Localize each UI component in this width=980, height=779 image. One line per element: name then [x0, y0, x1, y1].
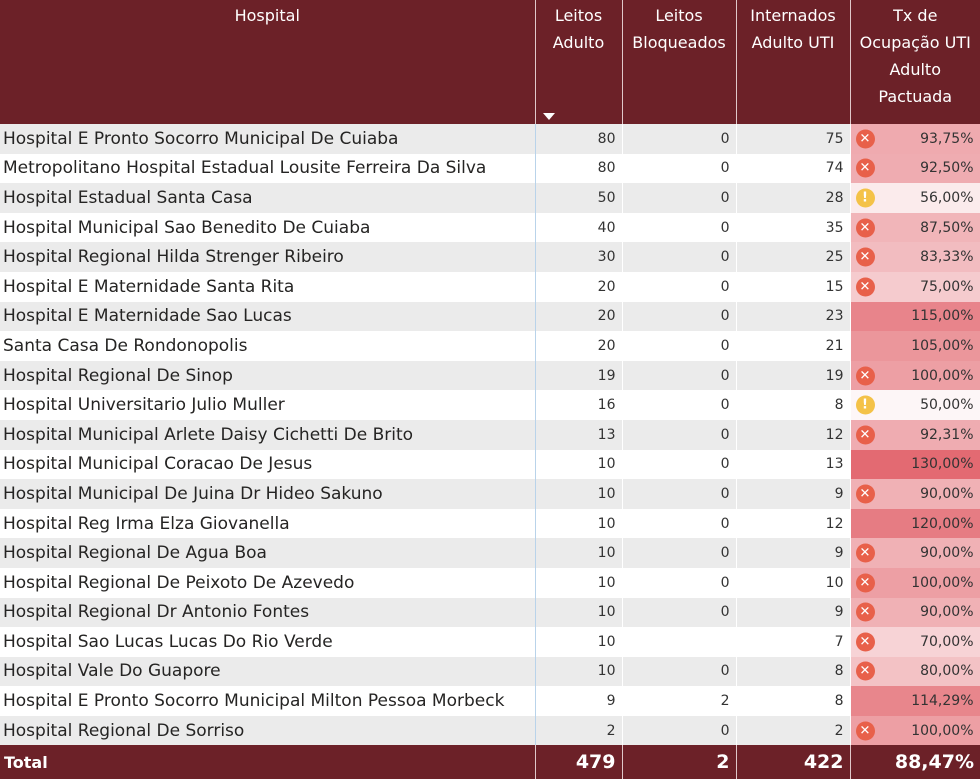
cell-internados: 12: [736, 509, 850, 539]
cell-leitos: 20: [535, 331, 622, 361]
table-row[interactable]: [0, 598, 980, 628]
cell-bloqueados: 0: [622, 361, 736, 391]
table-row[interactable]: [0, 242, 980, 272]
cell-leitos: 13: [535, 420, 622, 450]
tx-value: 80,00%: [920, 663, 974, 680]
table-row[interactable]: [0, 450, 980, 480]
x-circle-icon: ✕: [856, 425, 875, 444]
cell-internados: 9: [736, 479, 850, 509]
table-row[interactable]: [0, 509, 980, 539]
cell-bloqueados: 0: [622, 154, 736, 184]
cell-leitos: 2: [535, 716, 622, 746]
cell-bloqueados: 0: [622, 183, 736, 213]
header-hospital[interactable]: Hospital: [0, 0, 535, 124]
tx-value: 90,00%: [920, 485, 974, 502]
tx-value: 56,00%: [920, 189, 974, 206]
cell-leitos: 9: [535, 686, 622, 716]
cell-leitos: 10: [535, 627, 622, 657]
cell-leitos: 40: [535, 213, 622, 243]
cell-bloqueados: 2: [622, 686, 736, 716]
cell-hospital: Hospital Municipal Sao Benedito De Cuiaba: [0, 213, 535, 243]
cell-internados: 21: [736, 331, 850, 361]
cell-bloqueados: 0: [622, 598, 736, 628]
table-body: [0, 124, 980, 745]
x-circle-icon: ✕: [856, 366, 875, 385]
cell-hospital: Hospital Universitario Julio Muller: [0, 390, 535, 420]
cell-tx-ocupacao: [850, 183, 980, 213]
cell-leitos: 10: [535, 450, 622, 480]
tx-value: 92,50%: [920, 160, 974, 177]
cell-tx-ocupacao: [850, 390, 980, 420]
cell-tx-ocupacao: [850, 509, 980, 539]
cell-internados: 9: [736, 538, 850, 568]
cell-leitos: 10: [535, 538, 622, 568]
x-circle-icon: ✕: [856, 277, 875, 296]
cell-bloqueados: 0: [622, 538, 736, 568]
cell-internados: 13: [736, 450, 850, 480]
x-circle-icon: ✕: [856, 159, 875, 178]
tx-value: 83,33%: [920, 249, 974, 266]
table-row[interactable]: [0, 183, 980, 213]
cell-leitos: 19: [535, 361, 622, 391]
header-leitos-bloqueados[interactable]: Leitos Bloqueados: [622, 0, 736, 124]
cell-leitos: 10: [535, 568, 622, 598]
total-tx: 88,47%: [850, 745, 980, 779]
cell-internados: 10: [736, 568, 850, 598]
header-tx-ocupacao[interactable]: Tx de Ocupação UTI Adulto Pactuada: [850, 0, 980, 124]
cell-leitos: 10: [535, 479, 622, 509]
tx-value: 100,00%: [911, 722, 974, 739]
cell-hospital: Metropolitano Hospital Estadual Lousite Ferreira Da Silva: [0, 154, 535, 184]
cell-leitos: 10: [535, 657, 622, 687]
cell-hospital: Hospital Regional De Sorriso: [0, 716, 535, 746]
cell-internados: 8: [736, 686, 850, 716]
cell-leitos: 20: [535, 302, 622, 332]
cell-hospital: Hospital Regional Hilda Strenger Ribeiro: [0, 242, 535, 272]
table-row[interactable]: [0, 302, 980, 332]
cell-leitos: 30: [535, 242, 622, 272]
cell-tx-ocupacao: [850, 686, 980, 716]
cell-leitos: 10: [535, 509, 622, 539]
header-leitos-adulto[interactable]: Leitos Adulto: [535, 0, 622, 124]
table-row[interactable]: [0, 361, 980, 391]
cell-leitos: 80: [535, 124, 622, 154]
x-circle-icon: ✕: [856, 662, 875, 681]
tx-value: 90,00%: [920, 604, 974, 621]
x-circle-icon: ✕: [856, 603, 875, 622]
tx-value: 92,31%: [920, 426, 974, 443]
tx-value: 115,00%: [911, 308, 974, 325]
x-circle-icon: ✕: [856, 484, 875, 503]
cell-bloqueados: 0: [622, 213, 736, 243]
cell-tx-ocupacao: [850, 242, 980, 272]
cell-tx-ocupacao: [850, 361, 980, 391]
total-bloqueados: 2: [622, 745, 736, 779]
cell-hospital: Hospital Municipal Arlete Daisy Cichetti De Brito: [0, 420, 535, 450]
x-circle-icon: ✕: [856, 573, 875, 592]
tx-value: 70,00%: [920, 633, 974, 650]
cell-internados: 74: [736, 154, 850, 184]
x-circle-icon: ✕: [856, 248, 875, 267]
table-row[interactable]: [0, 686, 980, 716]
table-row[interactable]: [0, 657, 980, 687]
cell-leitos: 20: [535, 272, 622, 302]
total-leitos: 479: [535, 745, 622, 779]
sort-descending-icon[interactable]: [543, 113, 555, 120]
cell-hospital: Hospital Regional Dr Antonio Fontes: [0, 598, 535, 628]
table-row[interactable]: [0, 479, 980, 509]
cell-tx-ocupacao: [850, 124, 980, 154]
cell-hospital: Hospital Municipal Coracao De Jesus: [0, 450, 535, 480]
warning-icon: !: [856, 188, 875, 207]
cell-hospital: Hospital Regional De Sinop: [0, 361, 535, 391]
cell-hospital: Hospital Reg Irma Elza Giovanella: [0, 509, 535, 539]
cell-bloqueados: 0: [622, 716, 736, 746]
cell-internados: 75: [736, 124, 850, 154]
x-circle-icon: ✕: [856, 218, 875, 237]
cell-hospital: Hospital Regional De Agua Boa: [0, 538, 535, 568]
tx-value: 130,00%: [911, 456, 974, 473]
cell-tx-ocupacao: [850, 302, 980, 332]
x-circle-icon: ✕: [856, 129, 875, 148]
table-row[interactable]: [0, 213, 980, 243]
cell-hospital: Hospital E Pronto Socorro Municipal Milton Pessoa Morbeck: [0, 686, 535, 716]
warning-icon: !: [856, 396, 875, 415]
cell-tx-ocupacao: [850, 538, 980, 568]
cell-internados: 15: [736, 272, 850, 302]
cell-bloqueados: 0: [622, 302, 736, 332]
cell-tx-ocupacao: [850, 420, 980, 450]
cell-bloqueados: 0: [622, 390, 736, 420]
cell-bloqueados: 0: [622, 242, 736, 272]
cell-hospital: Santa Casa De Rondonopolis: [0, 331, 535, 361]
cell-tx-ocupacao: [850, 568, 980, 598]
cell-hospital: Hospital Vale Do Guapore: [0, 657, 535, 687]
cell-internados: 12: [736, 420, 850, 450]
tx-value: 87,50%: [920, 219, 974, 236]
cell-hospital: Hospital E Maternidade Sao Lucas: [0, 302, 535, 332]
total-label: Total: [0, 745, 535, 779]
tx-value: 100,00%: [911, 367, 974, 384]
cell-tx-ocupacao: [850, 331, 980, 361]
cell-internados: 35: [736, 213, 850, 243]
cell-internados: 8: [736, 657, 850, 687]
cell-hospital: Hospital Municipal De Juina Dr Hideo Sakuno: [0, 479, 535, 509]
cell-tx-ocupacao: [850, 272, 980, 302]
cell-hospital: Hospital Estadual Santa Casa: [0, 183, 535, 213]
cell-bloqueados: 0: [622, 657, 736, 687]
tx-value: 114,29%: [911, 693, 974, 710]
cell-tx-ocupacao: [850, 154, 980, 184]
x-circle-icon: ✕: [856, 721, 875, 740]
cell-leitos: 16: [535, 390, 622, 420]
cell-bloqueados: 0: [622, 124, 736, 154]
tx-value: 105,00%: [911, 337, 974, 354]
cell-bloqueados: 0: [622, 272, 736, 302]
tx-value: 120,00%: [911, 515, 974, 532]
table-header: [0, 0, 980, 124]
tx-value: 93,75%: [920, 130, 974, 147]
cell-hospital: Hospital E Maternidade Santa Rita: [0, 272, 535, 302]
table-row[interactable]: [0, 124, 980, 154]
cell-tx-ocupacao: [850, 598, 980, 628]
cell-bloqueados: 0: [622, 331, 736, 361]
tx-value: 75,00%: [920, 278, 974, 295]
cell-leitos: 50: [535, 183, 622, 213]
table-row[interactable]: [0, 538, 980, 568]
cell-bloqueados: [622, 627, 736, 657]
cell-hospital: Hospital E Pronto Socorro Municipal De Cuiaba: [0, 124, 535, 154]
cell-bloqueados: 0: [622, 509, 736, 539]
cell-internados: 9: [736, 598, 850, 628]
cell-internados: 23: [736, 302, 850, 332]
cell-tx-ocupacao: [850, 213, 980, 243]
table-row[interactable]: [0, 716, 980, 746]
cell-leitos: 10: [535, 598, 622, 628]
table-total-row: [0, 745, 980, 779]
tx-value: 50,00%: [920, 397, 974, 414]
cell-bloqueados: 0: [622, 568, 736, 598]
cell-internados: 28: [736, 183, 850, 213]
x-circle-icon: ✕: [856, 632, 875, 651]
table-row[interactable]: [0, 420, 980, 450]
cell-internados: 7: [736, 627, 850, 657]
header-internados[interactable]: Internados Adulto UTI: [736, 0, 850, 124]
cell-bloqueados: 0: [622, 420, 736, 450]
cell-tx-ocupacao: [850, 450, 980, 480]
x-circle-icon: ✕: [856, 544, 875, 563]
cell-tx-ocupacao: [850, 479, 980, 509]
tx-value: 100,00%: [911, 574, 974, 591]
table-row[interactable]: [0, 272, 980, 302]
cell-internados: 19: [736, 361, 850, 391]
cell-tx-ocupacao: [850, 716, 980, 746]
table-row[interactable]: [0, 331, 980, 361]
cell-hospital: Hospital Sao Lucas Lucas Do Rio Verde: [0, 627, 535, 657]
cell-bloqueados: 0: [622, 450, 736, 480]
table-row[interactable]: [0, 627, 980, 657]
cell-internados: 25: [736, 242, 850, 272]
table-row[interactable]: [0, 568, 980, 598]
cell-hospital: Hospital Regional De Peixoto De Azevedo: [0, 568, 535, 598]
cell-internados: 8: [736, 390, 850, 420]
cell-internados: 2: [736, 716, 850, 746]
cell-bloqueados: 0: [622, 479, 736, 509]
cell-tx-ocupacao: [850, 627, 980, 657]
cell-tx-ocupacao: [850, 657, 980, 687]
total-internados: 422: [736, 745, 850, 779]
cell-leitos: 80: [535, 154, 622, 184]
table-row[interactable]: [0, 390, 980, 420]
tx-value: 90,00%: [920, 545, 974, 562]
table-row[interactable]: [0, 154, 980, 184]
